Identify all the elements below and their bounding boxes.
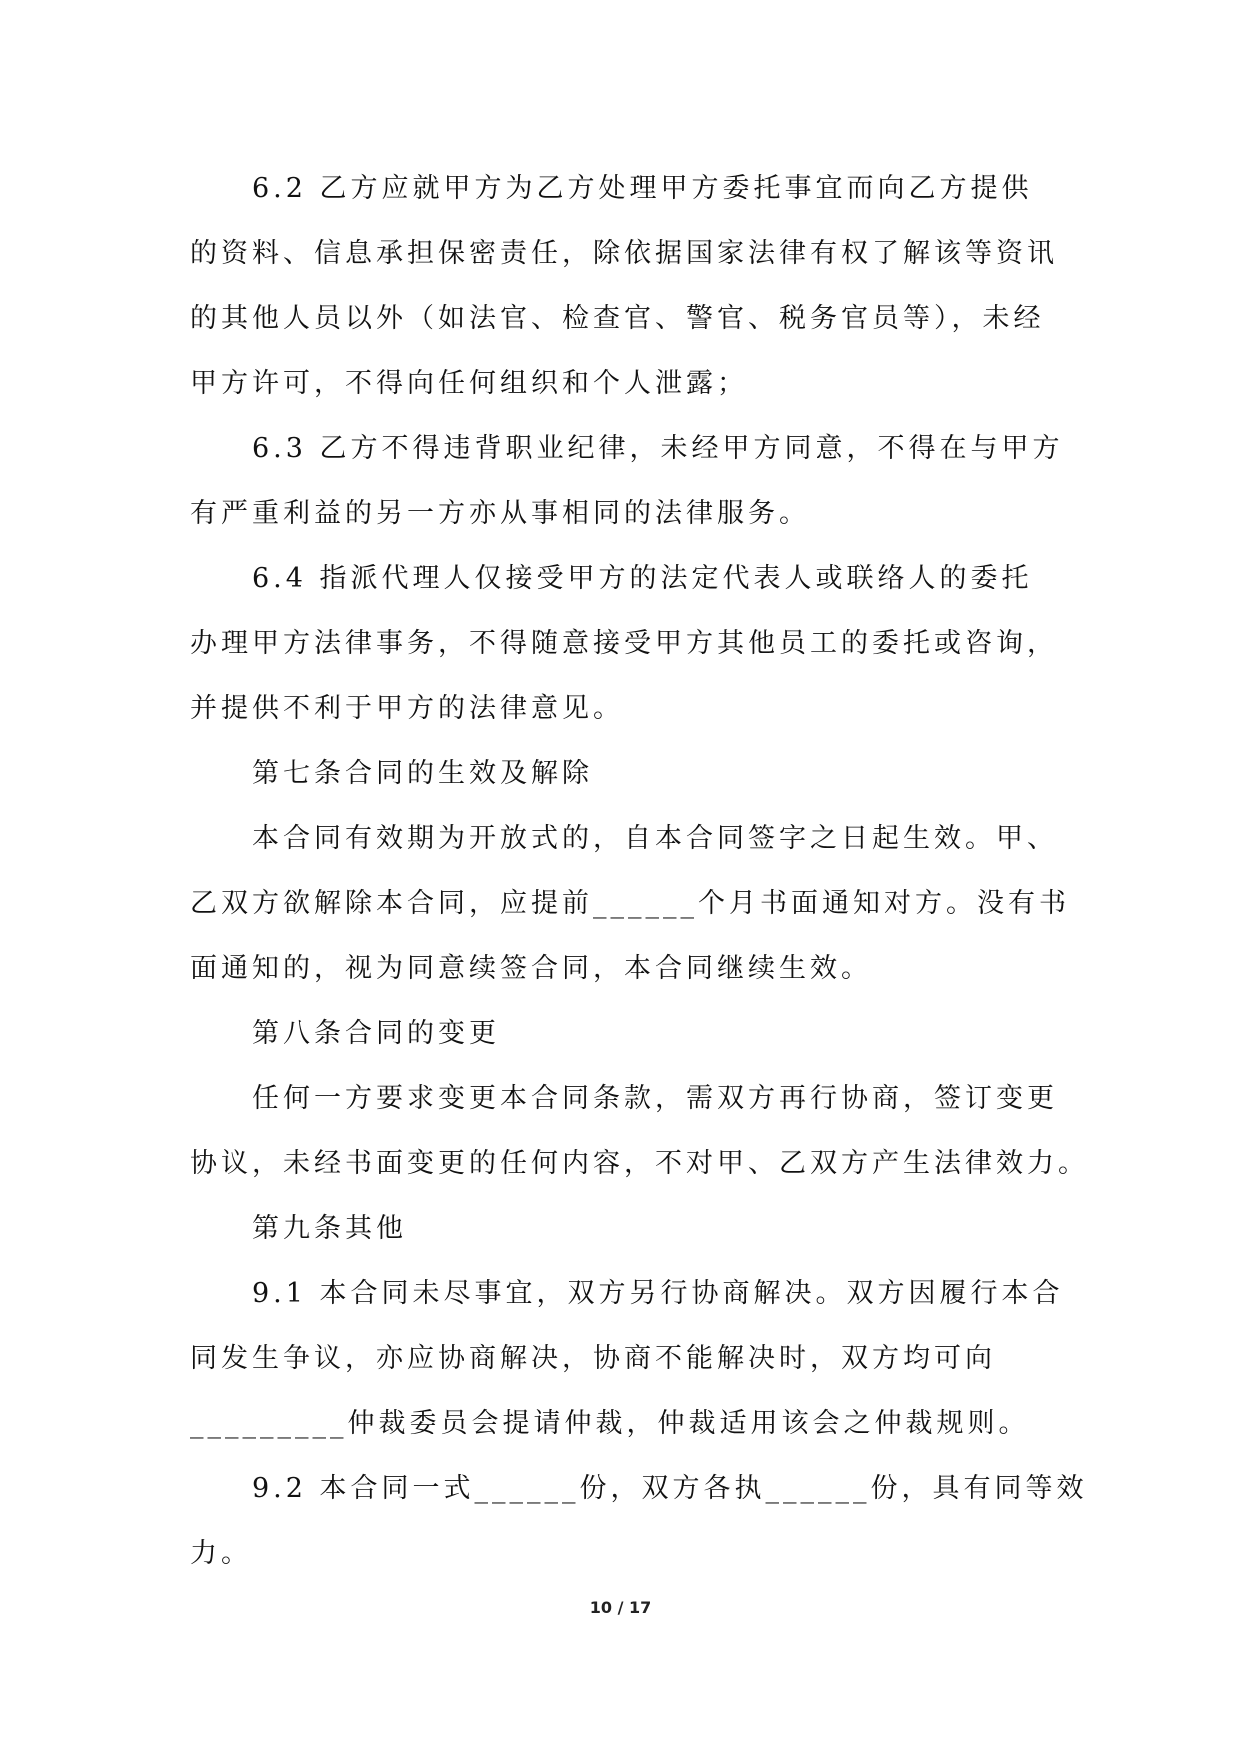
text-line: 本合同有效期为开放式的，自本合同签字之日起生效。甲、 [252,823,1058,854]
text-line: 任何一方要求变更本合同条款，需双方再行协商，签订变更 [252,1083,1058,1114]
text-line: 有严重利益的另一方亦从事相同的法律服务。 [190,498,810,529]
text-line: 乙双方欲解除本合同，应提前______个月书面通知对方。没有书 [190,888,1070,919]
section-heading: 第九条其他 [252,1213,407,1244]
text-line: 同发生争议，亦应协商解决，协商不能解决时，双方均可向 [190,1343,996,1374]
section-heading: 第八条合同的变更 [252,1018,500,1049]
text-line: 力。 [190,1538,252,1569]
text-line: 6.4 指派代理人仅接受甲方的法定代表人或联络人的委托 [252,563,1033,594]
text-line: 9.2 本合同一式______份，双方各执______份，具有同等效 [252,1473,1088,1504]
page-number: 10 / 17 [589,1598,652,1617]
text-line: _________仲裁委员会提请仲裁，仲裁适用该会之仲裁规则。 [190,1408,1030,1439]
text-line: 办理甲方法律事务，不得随意接受甲方其他员工的委托或咨询， [190,628,1058,659]
document-body [190,156,1089,1586]
text-line: 协议，未经书面变更的任何内容，不对甲、乙双方产生法律效力。 [190,1148,1089,1179]
text-line: 6.3 乙方不得违背职业纪律，未经甲方同意，不得在与甲方 [252,433,1064,464]
text-line: 6.2 乙方应就甲方为乙方处理甲方委托事宜而向乙方提供 [252,173,1033,204]
text-line: 并提供不利于甲方的法律意见。 [190,693,624,724]
section-heading: 第七条合同的生效及解除 [252,758,593,789]
text-line: 的其他人员以外（如法官、检查官、警官、税务官员等），未经 [190,303,1045,334]
text-line: 面通知的，视为同意续签合同，本合同继续生效。 [190,953,872,984]
text-line: 甲方许可，不得向任何组织和个人泄露； [190,368,748,399]
text-line: 的资料、信息承担保密责任，除依据国家法律有权了解该等资讯 [190,238,1058,269]
text-line: 9.1 本合同未尽事宜，双方另行协商解决。双方因履行本合 [252,1278,1064,1309]
